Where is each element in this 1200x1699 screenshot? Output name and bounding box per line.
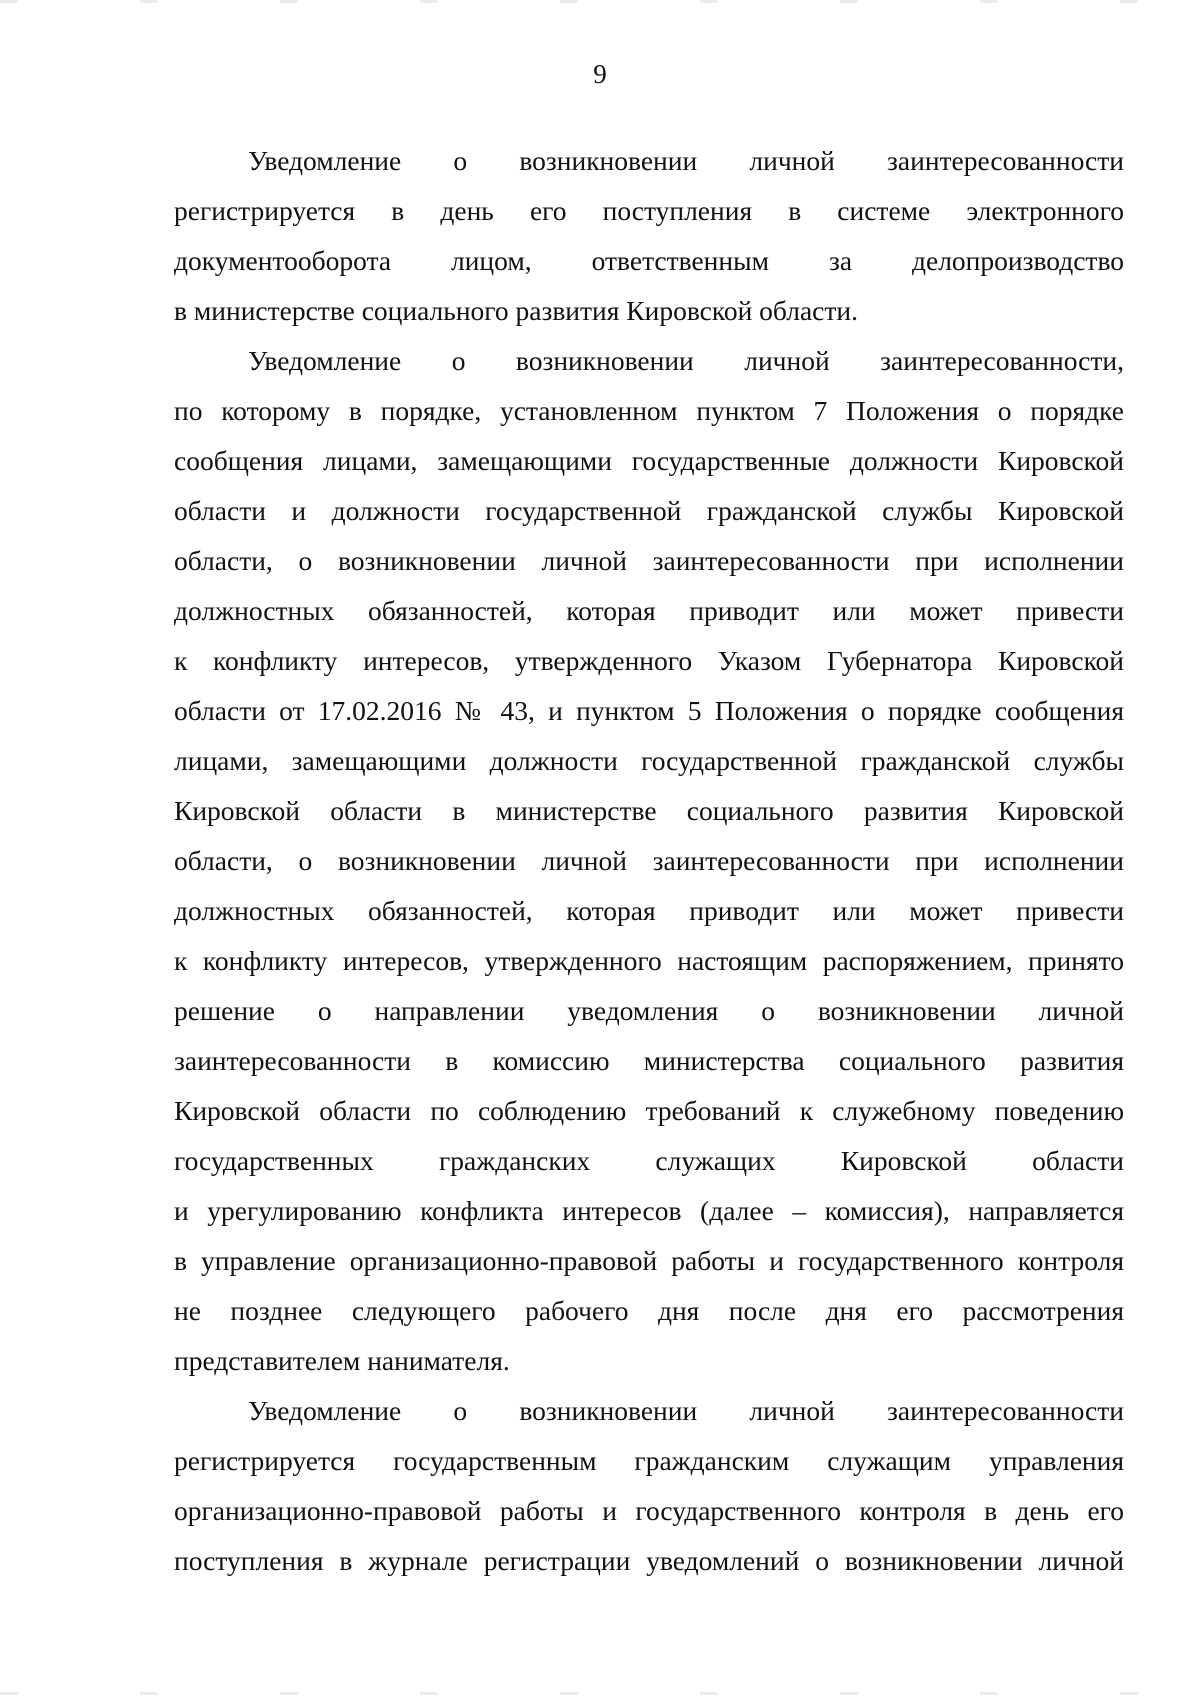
text-line: в управление организационно-правовой работы и государственного контроля — [174, 1245, 1124, 1276]
scan-edge-bottom — [0, 1692, 1200, 1695]
paragraph-2 — [174, 336, 1124, 1386]
text-line: регистрируется в день его поступления в системе электронного — [174, 195, 1124, 226]
text-line: лицами, замещающими должности государственной гражданской службы — [174, 745, 1124, 776]
text-line: Кировской области по соблюдению требований к служебному поведению — [174, 1095, 1124, 1126]
text-line: поступления в журнале регистрации уведомлений о возникновении личной — [174, 1545, 1124, 1576]
text-line: Уведомление о возникновении личной заинтересованности — [248, 145, 1124, 176]
text-line: заинтересованности в комиссию министерства социального развития — [174, 1045, 1124, 1076]
text-line: области и должности государственной гражданской службы Кировской — [174, 495, 1124, 526]
document-body — [174, 136, 1124, 1586]
text-line: должностных обязанностей, которая приводит или может привести — [174, 595, 1124, 626]
text-line: в министерстве социального развития Кировской области. — [174, 295, 858, 326]
text-line: области, о возникновении личной заинтересованности при исполнении — [174, 845, 1124, 876]
text-line: области, о возникновении личной заинтересованности при исполнении — [174, 545, 1124, 576]
text-line: Уведомление о возникновении личной заинтересованности — [248, 1395, 1124, 1426]
text-line: Уведомление о возникновении личной заинтересованности, — [248, 345, 1124, 376]
text-line: организационно-правовой работы и государственного контроля в день его — [174, 1495, 1124, 1526]
scan-edge-top — [0, 0, 1200, 3]
text-line: по которому в порядке, установленном пунктом 7 Положения о порядке — [174, 395, 1124, 426]
paragraph-3 — [174, 1386, 1124, 1586]
text-line: к конфликту интересов, утвержденного настоящим распоряжением, принято — [174, 945, 1124, 976]
text-line: сообщения лицами, замещающими государственные должности Кировской — [174, 445, 1124, 476]
text-line: к конфликту интересов, утвержденного Указом Губернатора Кировской — [174, 645, 1124, 676]
text-line: и урегулированию конфликта интересов (далее – комиссия), направляется — [174, 1195, 1124, 1226]
paragraph-1 — [174, 136, 1124, 336]
text-line: решение о направлении уведомления о возникновении личной — [174, 995, 1124, 1026]
text-line: государственных гражданских служащих Кировской области — [174, 1145, 1124, 1176]
text-line: должностных обязанностей, которая приводит или может привести — [174, 895, 1124, 926]
text-line: области от 17.02.2016 № 43, и пунктом 5 Положения о порядке сообщения — [174, 695, 1124, 726]
text-line: представителем нанимателя. — [174, 1345, 510, 1376]
page-number: 9 — [593, 59, 607, 89]
text-line: документооборота лицом, ответственным за делопроизводство — [174, 245, 1124, 276]
text-line: не позднее следующего рабочего дня после дня его рассмотрения — [174, 1295, 1124, 1326]
text-line: регистрируется государственным гражданским служащим управления — [174, 1445, 1124, 1476]
text-line: Кировской области в министерстве социального развития Кировской — [174, 795, 1124, 826]
